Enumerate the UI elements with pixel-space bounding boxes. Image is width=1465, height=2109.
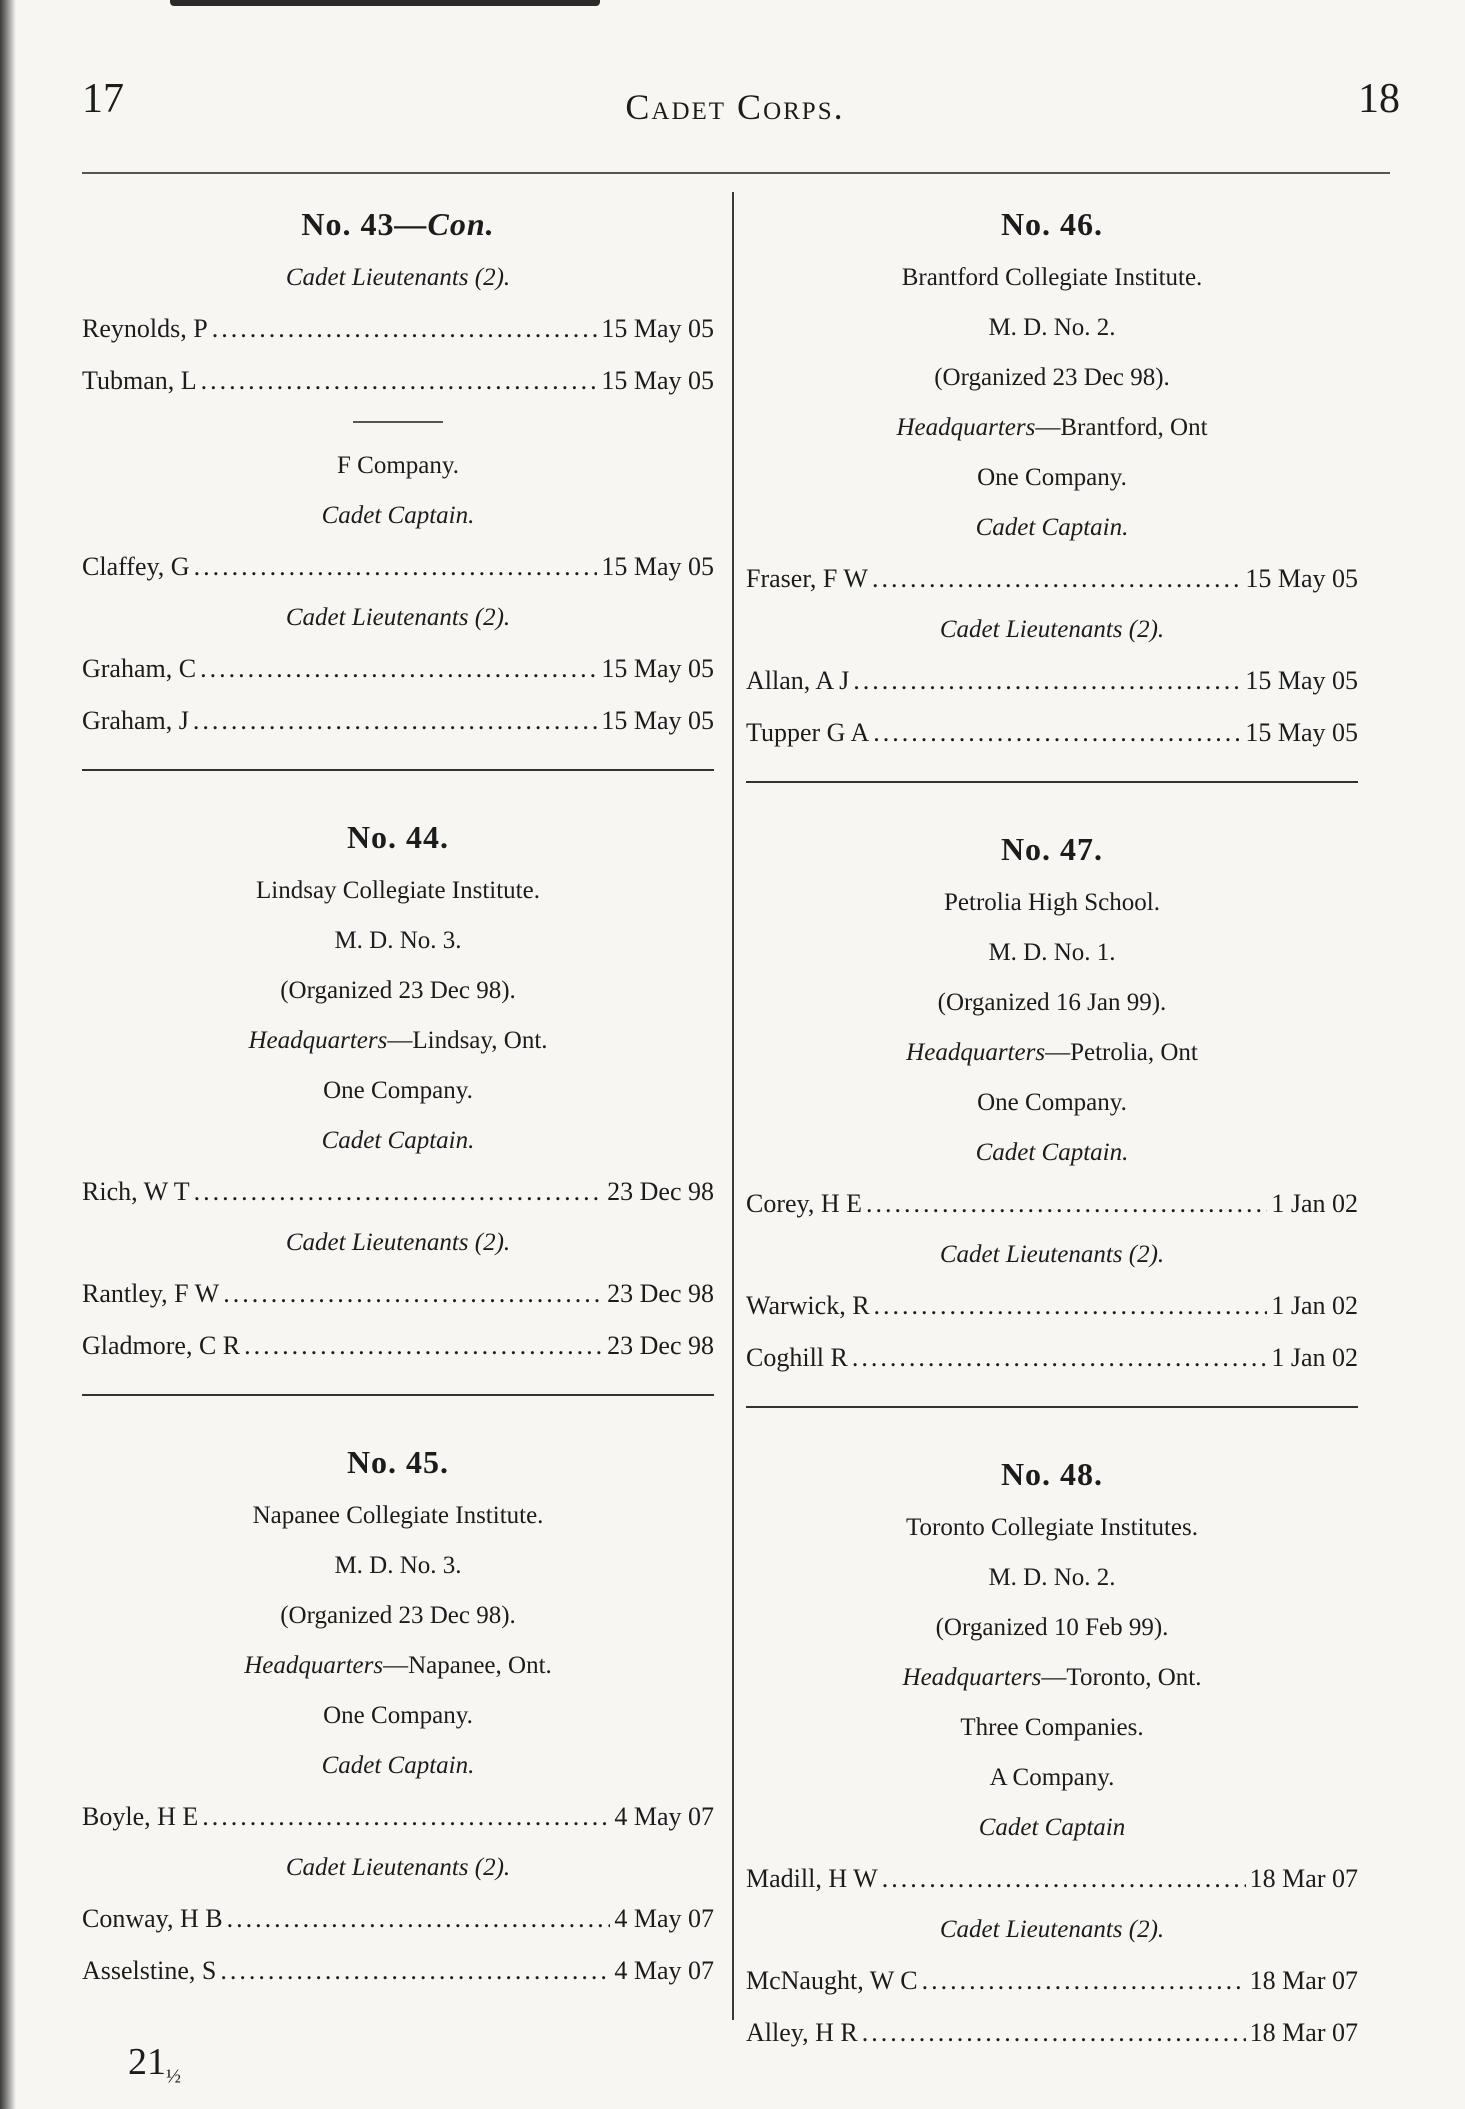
roster-entry: [82, 1268, 714, 1320]
officer-name: Madill, H W: [746, 1864, 878, 1893]
rank-heading: Cadet Captain.: [321, 1127, 475, 1154]
headquarters-label: Headquarters: [906, 1039, 1046, 1066]
unit-block: [742, 805, 1362, 1430]
commission-date: 4 May 07: [614, 1956, 714, 1985]
commission-date: 18 Mar 07: [1249, 2018, 1358, 2047]
officer-name: Reynolds, P: [82, 314, 208, 343]
roster-entry: [82, 355, 714, 407]
commission-date: 4 May 07: [614, 1904, 714, 1933]
commission-date: 18 Mar 07: [1249, 1966, 1358, 1995]
headquarters-place: —Napanee, Ont.: [383, 1652, 552, 1679]
unit-block: [78, 180, 718, 793]
rank-heading: Cadet Lieutenants (2).: [285, 1229, 511, 1256]
rank-heading: Cadet Lieutenants (2).: [285, 1854, 511, 1881]
unit-title: [746, 831, 1358, 868]
rank-heading: Cadet Captain.: [321, 502, 475, 529]
commission-date: 23 Dec 98: [607, 1279, 714, 1308]
leader-dots: [200, 643, 597, 695]
column-divider: [732, 192, 734, 2020]
roster-entry: [82, 1791, 714, 1843]
rank-heading: Cadet Captain.: [321, 1752, 475, 1779]
unit-separator-rule: [82, 1394, 714, 1396]
roster-entry: [746, 1853, 1358, 1905]
roster-entry: [82, 541, 714, 593]
unit-number: No. 47.: [1000, 831, 1104, 867]
officer-name: Rantley, F W: [82, 1279, 220, 1308]
unit-info-line: M. D. No. 3.: [334, 927, 462, 954]
unit-title: [82, 819, 714, 856]
page-edge-shadow: [170, 0, 600, 6]
rank-heading: Cadet Captain.: [975, 1139, 1129, 1166]
unit-info-line: One Company.: [323, 1702, 473, 1729]
left-column: [78, 180, 718, 2011]
leader-dots: [194, 541, 598, 593]
commission-date: 4 May 07: [614, 1802, 714, 1831]
leader-dots: [220, 1945, 610, 1997]
unit-info-line: Lindsay Collegiate Institute.: [256, 877, 540, 904]
leader-dots: [194, 1166, 604, 1218]
leader-dots: [874, 1280, 1268, 1332]
commission-date: 23 Dec 98: [607, 1177, 714, 1206]
unit-info-line: (Organized 16 Jan 99).: [937, 989, 1167, 1016]
rank-heading: Cadet Lieutenants (2).: [285, 604, 511, 631]
roster-entry: [82, 1166, 714, 1218]
unit-number: No. 48.: [1000, 1456, 1104, 1492]
commission-date: 15 May 05: [1245, 718, 1358, 747]
rank-heading: Cadet Lieutenants (2).: [939, 1916, 1165, 1943]
headquarters-label: Headquarters: [244, 1652, 384, 1679]
unit-number: No. 46.: [1000, 206, 1104, 242]
unit-block: [78, 793, 718, 1418]
signature-number: 21: [128, 2041, 166, 2083]
unit-info-line: [746, 1028, 1358, 1078]
roster-entry: [82, 1893, 714, 1945]
leader-dots: [852, 1332, 1267, 1384]
officer-name: Tupper G A: [746, 718, 870, 747]
leader-dots: [193, 695, 597, 747]
unit-separator-rule: [746, 781, 1358, 783]
leader-dots: [223, 1268, 603, 1320]
unit-info-line: One Company.: [977, 464, 1127, 491]
unit-info-line: [746, 403, 1358, 453]
officer-name: Rich, W T: [82, 1177, 190, 1206]
officer-name: Warwick, R: [746, 1291, 870, 1320]
unit-info-line: Petrolia High School.: [944, 889, 1160, 916]
unit-info-line: One Company.: [323, 1077, 473, 1104]
left-page-number: 17: [82, 76, 124, 122]
headquarters-label: Headquarters: [248, 1027, 388, 1054]
right-column: [742, 180, 1362, 2073]
officer-name: Graham, C: [82, 654, 197, 683]
rank-heading: Cadet Captain: [978, 1814, 1126, 1841]
headquarters-place: —Brantford, Ont: [1035, 414, 1208, 441]
unit-info-line: Napanee Collegiate Institute.: [252, 1502, 544, 1529]
unit-info-line: [82, 1016, 714, 1066]
leader-dots: [873, 707, 1241, 759]
headquarters-place: —Lindsay, Ont.: [387, 1027, 548, 1054]
officer-name: Graham, J: [82, 706, 189, 735]
roster-entry: [746, 1332, 1358, 1384]
headquarters-place: —Petrolia, Ont: [1045, 1039, 1198, 1066]
roster-entry: [82, 695, 714, 747]
commission-date: 15 May 05: [601, 552, 714, 581]
roster-entry: [746, 2007, 1358, 2059]
rank-heading: Cadet Lieutenants (2).: [939, 1241, 1165, 1268]
unit-title: [82, 206, 714, 243]
officer-name: Claffey, G: [82, 552, 190, 581]
section-rule: [353, 421, 443, 423]
unit-block: [742, 1430, 1362, 2073]
leader-dots: [202, 1791, 610, 1843]
roster-entry: [746, 553, 1358, 605]
unit-info-line: (Organized 10 Feb 99).: [935, 1614, 1169, 1641]
officer-name: Allan, A J: [746, 666, 850, 695]
roster-entry: [82, 643, 714, 695]
binding-shadow: [0, 0, 16, 2109]
headquarters-label: Headquarters: [896, 414, 1036, 441]
commission-date: 15 May 05: [1245, 666, 1358, 695]
leader-dots: [244, 1320, 603, 1372]
roster-entry: [746, 1955, 1358, 2007]
leader-dots: [201, 355, 598, 407]
commission-date: 15 May 05: [1245, 564, 1358, 593]
signature-fraction: ½: [166, 2065, 181, 2088]
unit-block: [78, 1418, 718, 2011]
continued-mark: —Con.: [394, 206, 495, 242]
rank-heading: Cadet Lieutenants (2).: [939, 616, 1165, 643]
commission-date: 23 Dec 98: [607, 1331, 714, 1360]
unit-info-line: Brantford Collegiate Institute.: [901, 264, 1203, 291]
unit-info-line: M. D. No. 3.: [334, 1552, 462, 1579]
right-page-number: 18: [1358, 76, 1400, 122]
commission-date: 1 Jan 02: [1271, 1189, 1358, 1218]
rank-heading: Cadet Captain.: [975, 514, 1129, 541]
unit-info-line: (Organized 23 Dec 98).: [934, 364, 1170, 391]
officer-name: Gladmore, C R: [82, 1331, 241, 1360]
headquarters-place: —Toronto, Ont.: [1041, 1664, 1202, 1691]
leader-dots: [872, 553, 1241, 605]
officer-name: Corey, H E: [746, 1189, 863, 1218]
leader-dots: [212, 303, 598, 355]
officer-name: Alley, H R: [746, 2018, 858, 2047]
officer-name: Asselstine, S: [82, 1956, 217, 1985]
signature-mark: [128, 2040, 181, 2089]
commission-date: 1 Jan 02: [1271, 1343, 1358, 1372]
unit-info-line: A Company.: [989, 1764, 1115, 1791]
unit-block: [742, 180, 1362, 805]
unit-info-line: M. D. No. 2.: [988, 1564, 1116, 1591]
leader-dots: [922, 1955, 1246, 2007]
roster-entry: [82, 1320, 714, 1372]
roster-entry: [746, 1280, 1358, 1332]
roster-entry: [746, 1178, 1358, 1230]
rank-heading: Cadet Lieutenants (2).: [285, 264, 511, 291]
leader-dots: [227, 1893, 611, 1945]
officer-name: Fraser, F W: [746, 564, 868, 593]
unit-number: No. 45.: [346, 1444, 450, 1480]
leader-dots: [866, 1178, 1267, 1230]
unit-separator-rule: [82, 769, 714, 771]
leader-dots: [862, 2007, 1246, 2059]
headquarters-label: Headquarters: [902, 1664, 1042, 1691]
unit-info-line: Toronto Collegiate Institutes.: [906, 1514, 1198, 1541]
officer-name: Tubman, L: [82, 366, 197, 395]
unit-info-line: [82, 1641, 714, 1691]
commission-date: 15 May 05: [601, 654, 714, 683]
unit-info-line: Three Companies.: [960, 1714, 1144, 1741]
unit-number: No. 43: [301, 206, 395, 242]
leader-dots: [882, 1853, 1246, 1905]
unit-info-line: M. D. No. 2.: [988, 314, 1116, 341]
roster-entry: [746, 707, 1358, 759]
commission-date: 18 Mar 07: [1249, 1864, 1358, 1893]
unit-separator-rule: [746, 1406, 1358, 1408]
unit-info-line: [746, 1653, 1358, 1703]
unit-info-line: (Organized 23 Dec 98).: [280, 1602, 516, 1629]
officer-name: Conway, H B: [82, 1904, 223, 1933]
commission-date: 15 May 05: [601, 314, 714, 343]
roster-entry: [746, 655, 1358, 707]
leader-dots: [853, 655, 1241, 707]
rank-heading: F Company.: [337, 452, 459, 479]
commission-date: 15 May 05: [601, 366, 714, 395]
commission-date: 15 May 05: [601, 706, 714, 735]
roster-entry: [82, 1945, 714, 1997]
unit-info-line: (Organized 23 Dec 98).: [280, 977, 516, 1004]
officer-name: Coghill R: [746, 1343, 848, 1372]
header-rule: [82, 172, 1390, 174]
unit-number: No. 44.: [346, 819, 450, 855]
unit-title: [746, 1456, 1358, 1493]
officer-name: McNaught, W C: [746, 1966, 918, 1995]
officer-name: Boyle, H E: [82, 1802, 199, 1831]
unit-title: [746, 206, 1358, 243]
page-header: [70, 70, 1400, 140]
roster-entry: [82, 303, 714, 355]
unit-info-line: M. D. No. 1.: [988, 939, 1116, 966]
unit-info-line: One Company.: [977, 1089, 1127, 1116]
unit-title: [82, 1444, 714, 1481]
commission-date: 1 Jan 02: [1271, 1291, 1358, 1320]
running-title: Cadet Corps.: [625, 87, 845, 127]
